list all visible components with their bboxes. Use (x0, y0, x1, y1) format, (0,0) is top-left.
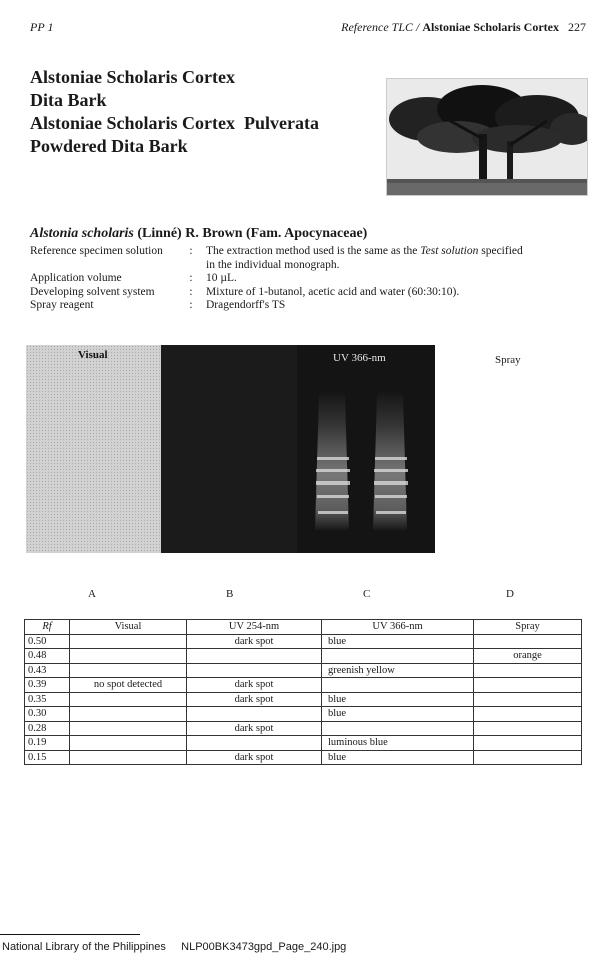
column-letter-d: D (506, 588, 514, 600)
species-name: Alstonia scholaris (30, 226, 134, 241)
running-head-right (341, 20, 586, 35)
header-visual: Visual (70, 620, 187, 635)
title-line-2: Dita Bark (30, 90, 107, 110)
table-row: 0.50 dark spot blue (25, 634, 582, 649)
footer-rule (0, 934, 140, 935)
column-letter-b: B (226, 588, 234, 600)
monograph-titles (30, 66, 319, 158)
title-line-1: Alstoniae Scholaris Cortex (30, 67, 235, 87)
info-value: Dragendorff's TS (206, 299, 286, 311)
panel-label-visual: Visual (78, 349, 108, 361)
table-header-row (25, 620, 582, 635)
info-row-reference: Reference specimen solution : The extraction method used is the same as the Test solution specified in the individual monograph. (30, 245, 566, 272)
header-uv254: UV 254-nm (187, 620, 322, 635)
scan-footer (2, 941, 346, 953)
info-value: The extraction method used is the same as the Test solution specified in the individual monograph. (206, 245, 523, 271)
table-row: 0.30 blue (25, 707, 582, 722)
info-value: 10 µL. (206, 272, 237, 284)
running-head-left: PP 1 (30, 20, 54, 34)
table-row: 0.35 dark spot blue (25, 692, 582, 707)
header-uv366: UV 366-nm (322, 620, 474, 635)
tlc-plate-uv366 (297, 345, 435, 553)
tlc-plate-visual (26, 345, 161, 553)
page-number: 227 (568, 20, 586, 34)
species-heading (30, 226, 367, 242)
panel-label-uv366: UV 366-nm (333, 352, 386, 364)
column-letter-c: C (363, 588, 371, 600)
info-value: Mixture of 1-butanol, acetic acid and water (60:30:10). (206, 285, 460, 298)
title-line-3: Alstoniae Scholaris Cortex Pulverata (30, 113, 319, 133)
info-row-solvent: Developing solvent system : Mixture of 1-butanol, acetic acid and water (60:30:10). (30, 286, 566, 300)
table-row: 0.28 dark spot (25, 721, 582, 736)
method-info (30, 245, 566, 313)
footer-library: National Library of the Philippines (2, 941, 166, 953)
running-head-section: Reference TLC / (341, 20, 420, 34)
table-row: 0.43 greenish yellow (25, 663, 582, 678)
species-authority: (Linné) R. Brown (Fam. Apocynaceae) (133, 226, 368, 241)
info-row-spray: Spray reagent : Dragendorff's TS (30, 299, 566, 313)
info-label: Application volume (30, 272, 122, 284)
running-head-title: Alstoniae Scholaris Cortex (422, 20, 559, 34)
table-row: 0.48 orange (25, 649, 582, 664)
column-letter-a: A (88, 588, 96, 600)
info-label: Spray reagent (30, 299, 94, 311)
info-label: Reference specimen solution (30, 245, 163, 257)
rf-table (24, 619, 582, 765)
header-rf: Rf (25, 620, 70, 635)
title-line-4: Powdered Dita Bark (30, 136, 188, 156)
header-spray: Spray (474, 620, 582, 635)
info-row-application: Application volume : 10 µL. (30, 272, 566, 286)
tlc-plate-uv254 (161, 345, 297, 553)
tree-photo (386, 78, 588, 196)
table-row: 0.15 dark spot blue (25, 750, 582, 765)
table-row: 0.19 luminous blue (25, 736, 582, 751)
panel-label-spray: Spray (495, 354, 521, 366)
table-row: 0.39 no spot detected dark spot (25, 678, 582, 693)
footer-filename: NLP00BK3473gpd_Page_240.jpg (181, 941, 347, 953)
info-label: Developing solvent system (30, 285, 155, 298)
